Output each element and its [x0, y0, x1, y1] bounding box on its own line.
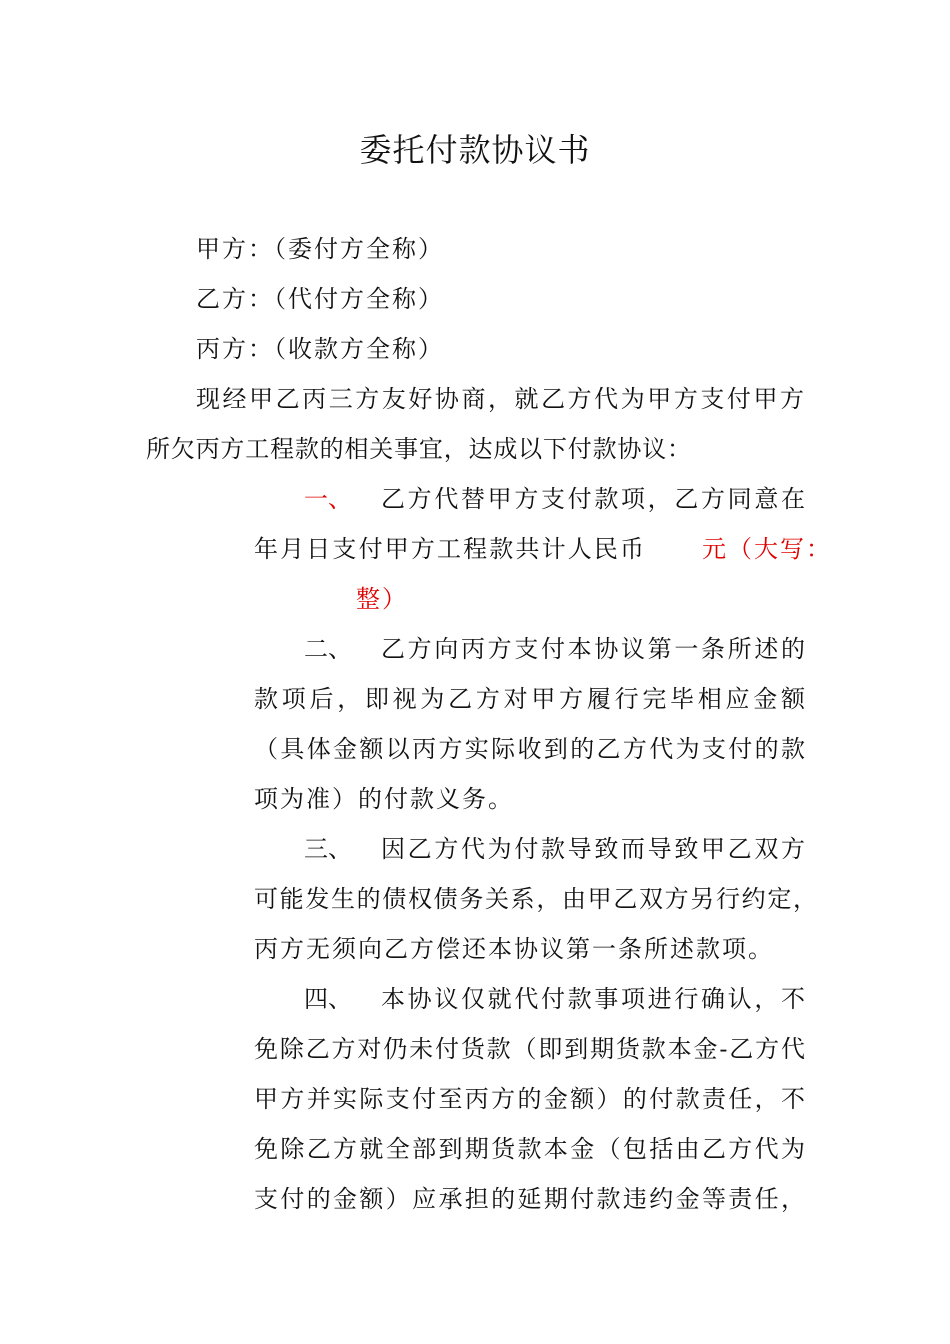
party-c-line: 丙方：（收款方全称）	[196, 335, 444, 363]
clause-4-line-5: 支付的金额）应承担的延期付款违约金等责任，	[254, 1185, 805, 1213]
clause-3-line-2: 可能发生的债权债务关系，由甲乙双方另行约定，	[254, 885, 817, 913]
party-b-line: 乙方：（代付方全称）	[196, 285, 444, 313]
clause-2-line-1: 乙方向丙方支付本协议第一条所述的	[381, 635, 805, 663]
clause-3-number: 三、	[304, 835, 352, 863]
clause-1-line-3: 整）	[356, 585, 408, 613]
clause-2-line-2: 款项后，即视为乙方对甲方履行完毕相应金额	[254, 685, 805, 713]
clause-2-line-3: （具体金额以丙方实际收到的乙方代为支付的款	[254, 735, 805, 763]
clause-2-line-4: 项为准）的付款义务。	[254, 785, 514, 813]
clause-1-line-1: 乙方代替甲方支付款项，乙方同意在	[381, 485, 805, 513]
intro-line-2: 所欠丙方工程款的相关事宜，达成以下付款协议：	[146, 435, 691, 463]
clause-4-line-2: 免除乙方对仍未付货款（即到期货款本金-乙方代	[254, 1035, 805, 1063]
clause-1-line-2a: 年月日支付甲方工程款共计人民币	[254, 535, 644, 563]
party-a-line: 甲方：（委付方全称）	[196, 235, 444, 263]
document-title: 委托付款协议书	[359, 131, 591, 169]
clause-4-line-1: 本协议仅就代付款事项进行确认，不	[381, 985, 805, 1013]
clause-2-number: 二、	[304, 635, 352, 663]
clause-4-line-3: 甲方并实际支付至丙方的金额）的付款责任，不	[254, 1085, 805, 1113]
intro-line-1: 现经甲乙丙三方友好协商，就乙方代为甲方支付甲方	[196, 385, 804, 413]
clause-4-line-4: 免除乙方就全部到期货款本金（包括由乙方代为	[254, 1135, 805, 1163]
clause-3-line-3: 丙方无须向乙方偿还本协议第一条所述款项。	[254, 935, 774, 963]
clause-1-number: 一、	[304, 485, 352, 513]
clause-4-number: 四、	[304, 985, 352, 1013]
clause-1-line-2b: 元（大写：	[702, 535, 832, 563]
clause-3-line-1: 因乙方代为付款导致而导致甲乙双方	[381, 835, 805, 863]
